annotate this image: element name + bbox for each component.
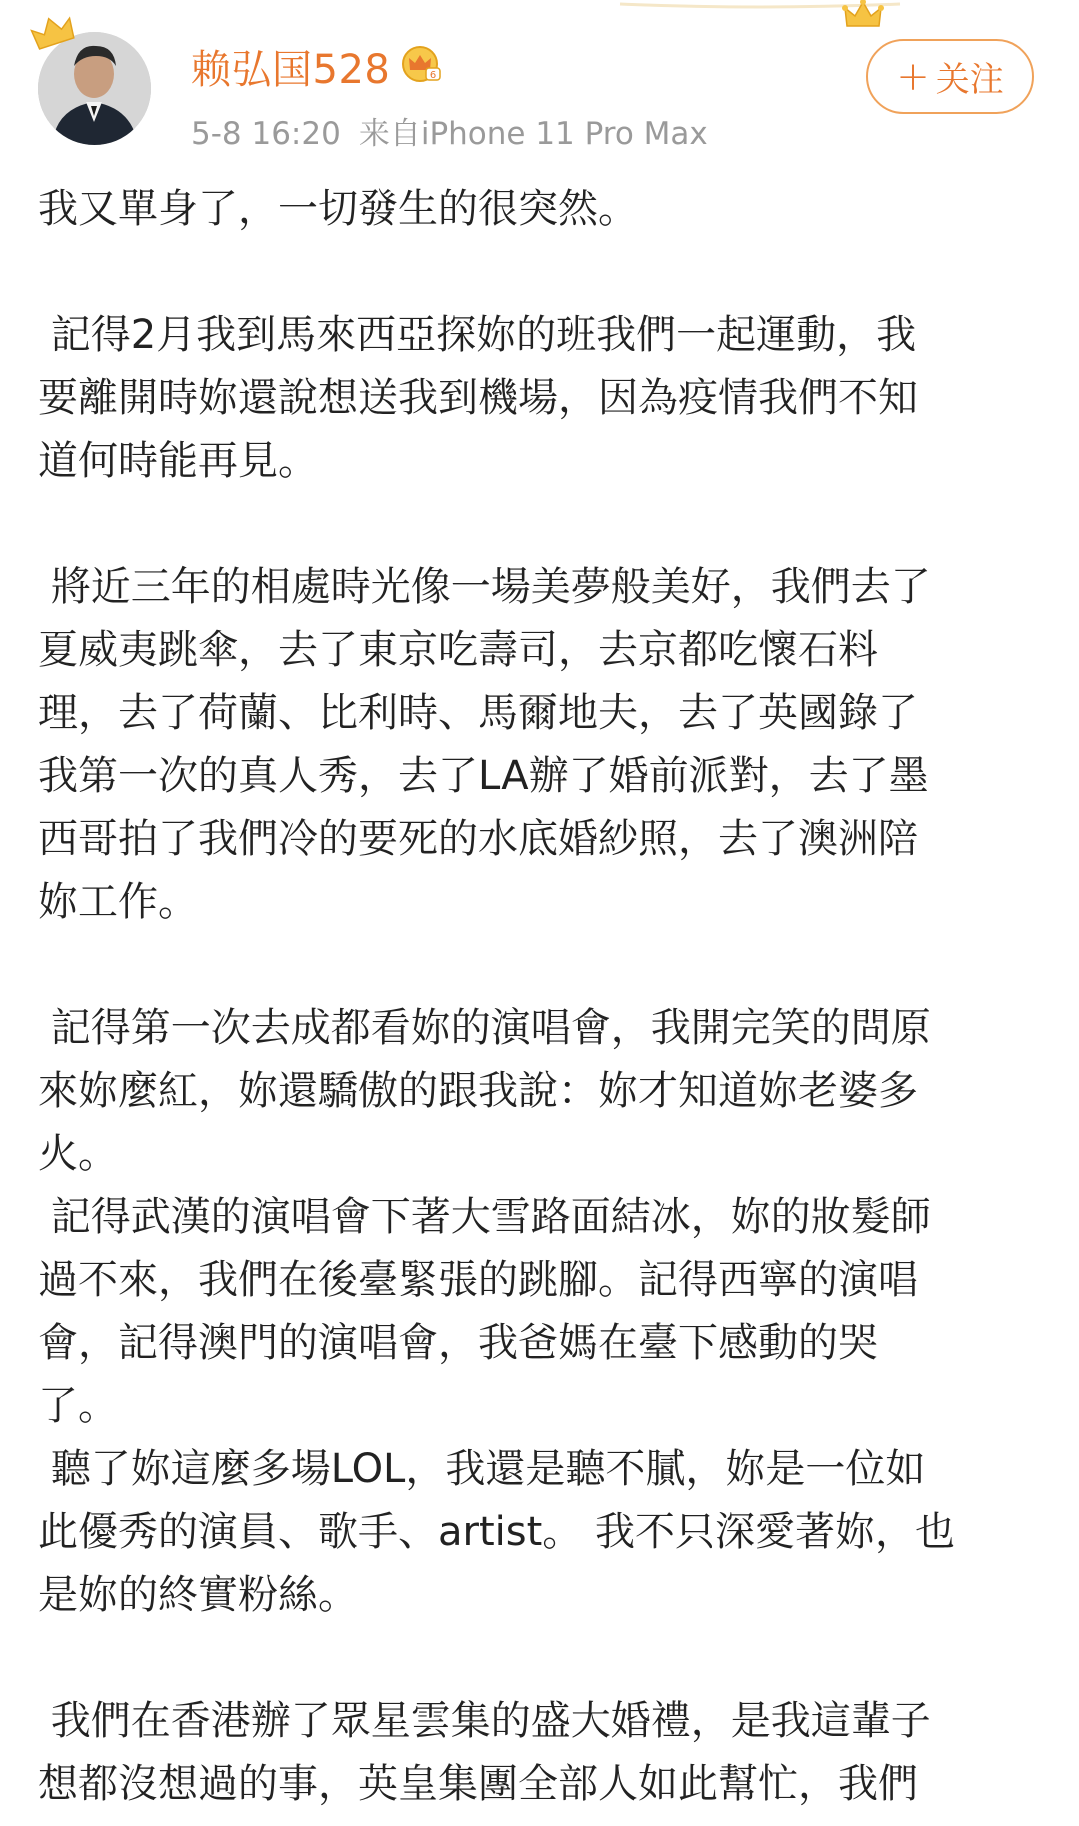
post-text-line: 記得武漢的演唱會下著大雪路面結冰，妳的妝髮師 — [38, 1194, 931, 1240]
paragraph-gap — [38, 1627, 1038, 1690]
post-text-line: 我第一次的真人秀，去了LA辦了婚前派對，去了墨 — [38, 753, 929, 799]
post-source[interactable]: 来自iPhone 11 Pro Max — [358, 116, 708, 152]
post-body — [38, 178, 1038, 1816]
user-name[interactable]: 赖弘国528 — [191, 47, 391, 93]
post-header — [0, 30, 1079, 150]
post-text-line: 了。 — [38, 1383, 118, 1429]
post-text-line: 此優秀的演員、歌手、artist。 我不只深愛著妳，也 — [38, 1509, 955, 1555]
post-text-line: 來妳麼紅，妳還驕傲的跟我說：妳才知道妳老婆多 — [38, 1068, 918, 1114]
post-text-line: 是妳的終實粉絲。 — [38, 1572, 358, 1618]
post-text-line: 西哥拍了我們冷的要死的水底婚紗照，去了澳洲陪 — [38, 816, 918, 862]
post-text-line: 火。 — [38, 1131, 118, 1177]
post-text-line: 想都沒想過的事，英皇集團全部人如此幫忙，我們 — [38, 1761, 918, 1807]
post-text-line: 我又單身了，一切發生的很突然。 — [38, 186, 638, 232]
post-text-line: 聽了妳這麼多場LOL，我還是聽不膩，妳是一位如 — [38, 1446, 926, 1492]
post-text-line: 過不來，我們在後臺緊張的跳腳。記得西寧的演唱 — [38, 1257, 918, 1303]
post-text-line: 記得2月我到馬來西亞探妳的班我們一起運動，我 — [38, 312, 917, 358]
top-decoration — [0, 0, 1079, 30]
svg-text:6: 6 — [429, 70, 437, 81]
paragraph-gap — [38, 241, 1038, 304]
post-text-line: 要離開時妳還說想送我到機場，因為疫情我們不知 — [38, 375, 918, 421]
crown-vip-icon[interactable] — [400, 44, 442, 84]
post-text-line: 我們在香港辦了眾星雲集的盛大婚禮，是我這輩子 — [38, 1698, 931, 1744]
post-text-line: 會，記得澳門的演唱會，我爸媽在臺下感動的哭 — [38, 1320, 878, 1366]
post-text-line: 記得第一次去成都看妳的演唱會，我開完笑的問原 — [38, 1005, 931, 1051]
avatar-container[interactable] — [38, 32, 151, 145]
post-text-line: 道何時能再見。 — [38, 438, 318, 484]
post-text-line: 夏威夷跳傘，去了東京吃壽司，去京都吃懷石料 — [38, 627, 878, 673]
post-text-line: 理，去了荷蘭、比利時、馬爾地夫，去了英國錄了 — [38, 690, 918, 736]
follow-button-label: 关注 — [935, 60, 1004, 100]
post-text-line: 妳工作。 — [38, 879, 198, 925]
post-text-line: 將近三年的相處時光像一場美夢般美好，我們去了 — [38, 564, 931, 610]
avatar-crown-icon — [30, 14, 76, 50]
post-meta — [191, 108, 708, 153]
follow-button[interactable] — [866, 39, 1034, 114]
plus-icon: + — [896, 53, 930, 100]
post-timestamp: 5-8 16:20 — [191, 116, 341, 152]
paragraph-gap — [38, 493, 1038, 556]
paragraph-gap — [38, 934, 1038, 997]
